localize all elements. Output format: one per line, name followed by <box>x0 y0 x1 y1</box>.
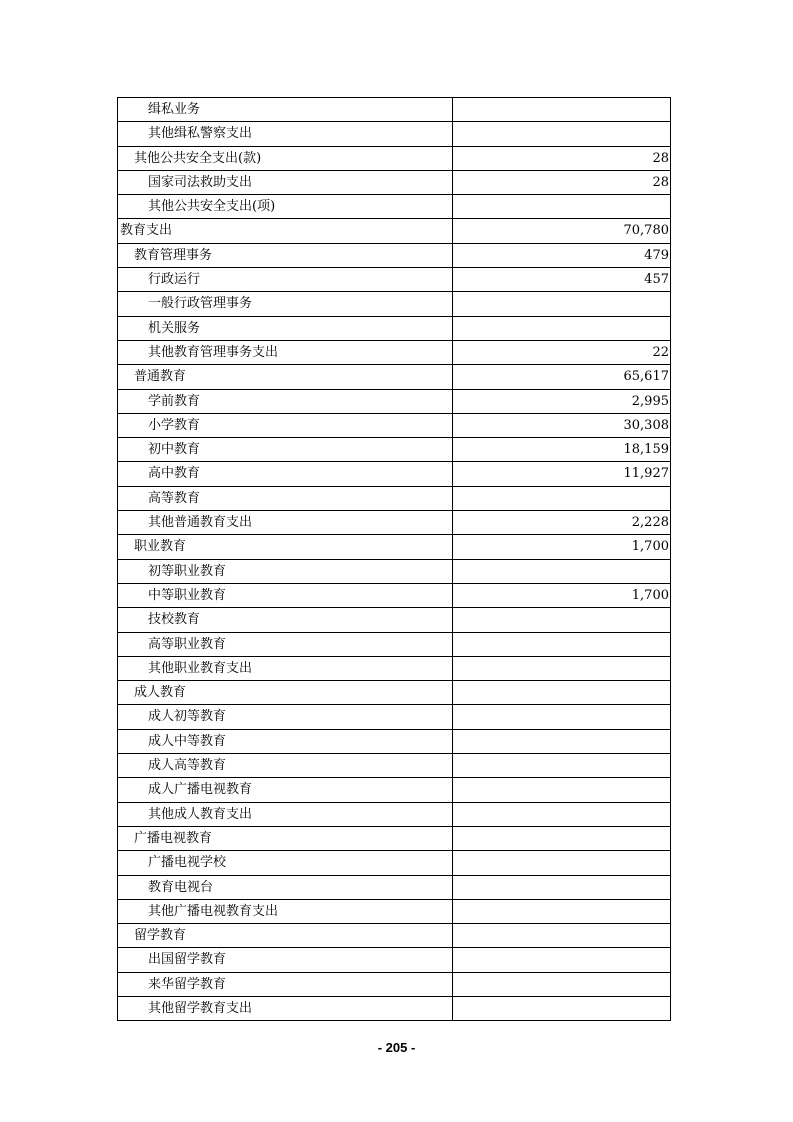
row-item-value: 30,308 <box>453 414 671 437</box>
row-item-value: 457 <box>453 268 671 291</box>
table-row <box>118 608 671 632</box>
row-item-name: 其他公共安全支出(款) <box>118 147 453 170</box>
row-item-value <box>453 851 671 874</box>
row-item-name: 国家司法救助支出 <box>118 171 453 194</box>
row-item-name: 其他留学教育支出 <box>118 997 453 1020</box>
row-item-value: 11,927 <box>453 462 671 485</box>
row-item-name: 一般行政管理事务 <box>118 292 453 315</box>
row-item-value <box>453 560 671 583</box>
table-row <box>118 827 671 851</box>
row-item-name: 初中教育 <box>118 438 453 461</box>
row-item-value <box>453 803 671 826</box>
table-row <box>118 705 671 729</box>
row-item-name: 高中教育 <box>118 462 453 485</box>
row-item-name: 小学教育 <box>118 414 453 437</box>
row-item-name: 行政运行 <box>118 268 453 291</box>
table-row <box>118 219 671 243</box>
table-row <box>118 948 671 972</box>
table-row <box>118 876 671 900</box>
row-item-name: 教育电视台 <box>118 876 453 899</box>
row-item-value: 2,228 <box>453 511 671 534</box>
row-item-value: 28 <box>453 147 671 170</box>
row-item-value: 479 <box>453 244 671 267</box>
row-item-value: 1,700 <box>453 584 671 607</box>
row-item-value <box>453 778 671 801</box>
row-item-value <box>453 681 671 704</box>
row-item-value <box>453 292 671 315</box>
row-item-value <box>453 317 671 340</box>
row-item-name: 成人广播电视教育 <box>118 778 453 801</box>
row-item-value <box>453 487 671 510</box>
table-row <box>118 171 671 195</box>
row-item-name: 普通教育 <box>118 365 453 388</box>
table-row <box>118 317 671 341</box>
table-row <box>118 657 671 681</box>
row-item-name: 成人高等教育 <box>118 754 453 777</box>
table-row <box>118 924 671 948</box>
row-item-name: 广播电视教育 <box>118 827 453 850</box>
table-row <box>118 122 671 146</box>
table-row <box>118 438 671 462</box>
row-item-name: 技校教育 <box>118 608 453 631</box>
row-item-name: 教育管理事务 <box>118 244 453 267</box>
table-row <box>118 973 671 997</box>
row-item-value <box>453 754 671 777</box>
row-item-value <box>453 948 671 971</box>
table-row <box>118 803 671 827</box>
row-item-value: 65,617 <box>453 365 671 388</box>
table-row <box>118 560 671 584</box>
row-item-name: 其他成人教育支出 <box>118 803 453 826</box>
row-item-value: 18,159 <box>453 438 671 461</box>
row-item-name: 其他教育管理事务支出 <box>118 341 453 364</box>
row-item-name: 其他普通教育支出 <box>118 511 453 534</box>
row-item-name: 其他职业教育支出 <box>118 657 453 680</box>
table-row <box>118 147 671 171</box>
row-item-name: 高等职业教育 <box>118 633 453 656</box>
row-item-value: 28 <box>453 171 671 194</box>
row-item-value <box>453 657 671 680</box>
row-item-value <box>453 98 671 121</box>
row-item-name: 职业教育 <box>118 535 453 558</box>
table-row <box>118 681 671 705</box>
row-item-name: 教育支出 <box>118 219 453 242</box>
row-item-name: 其他公共安全支出(项) <box>118 195 453 218</box>
table-row <box>118 511 671 535</box>
row-item-value: 70,780 <box>453 219 671 242</box>
row-item-value <box>453 730 671 753</box>
table-row <box>118 292 671 316</box>
table-row <box>118 268 671 292</box>
row-item-name: 中等职业教育 <box>118 584 453 607</box>
table-row <box>118 414 671 438</box>
row-item-name: 成人教育 <box>118 681 453 704</box>
expenditure-table <box>117 97 671 1021</box>
row-item-name: 广播电视学校 <box>118 851 453 874</box>
table-row <box>118 633 671 657</box>
table-row <box>118 195 671 219</box>
table-row <box>118 390 671 414</box>
row-item-name: 出国留学教育 <box>118 948 453 971</box>
row-item-value <box>453 122 671 145</box>
row-item-name: 其他广播电视教育支出 <box>118 900 453 923</box>
row-item-value <box>453 876 671 899</box>
table-row <box>118 487 671 511</box>
row-item-name: 留学教育 <box>118 924 453 947</box>
table-row <box>118 365 671 389</box>
table-row <box>118 535 671 559</box>
row-item-name: 高等教育 <box>118 487 453 510</box>
row-item-value <box>453 924 671 947</box>
row-item-value <box>453 900 671 923</box>
row-item-value: 22 <box>453 341 671 364</box>
table-row <box>118 851 671 875</box>
row-item-value <box>453 997 671 1020</box>
row-item-name: 成人初等教育 <box>118 705 453 728</box>
row-item-name: 其他缉私警察支出 <box>118 122 453 145</box>
row-item-name: 初等职业教育 <box>118 560 453 583</box>
table-row <box>118 98 671 122</box>
row-item-value <box>453 195 671 218</box>
row-item-value: 1,700 <box>453 535 671 558</box>
row-item-name: 缉私业务 <box>118 98 453 121</box>
table-row <box>118 244 671 268</box>
row-item-value <box>453 633 671 656</box>
table-row <box>118 997 671 1021</box>
table-row <box>118 900 671 924</box>
row-item-name: 成人中等教育 <box>118 730 453 753</box>
table-row <box>118 778 671 802</box>
page-number: - 205 - <box>377 1040 416 1055</box>
table-row <box>118 730 671 754</box>
row-item-name: 学前教育 <box>118 390 453 413</box>
row-item-value <box>453 973 671 996</box>
row-item-name: 来华留学教育 <box>118 973 453 996</box>
row-item-value: 2,995 <box>453 390 671 413</box>
row-item-value <box>453 608 671 631</box>
table-row <box>118 462 671 486</box>
row-item-name: 机关服务 <box>118 317 453 340</box>
table-row <box>118 754 671 778</box>
row-item-value <box>453 827 671 850</box>
table-row <box>118 341 671 365</box>
row-item-value <box>453 705 671 728</box>
table-row <box>118 584 671 608</box>
